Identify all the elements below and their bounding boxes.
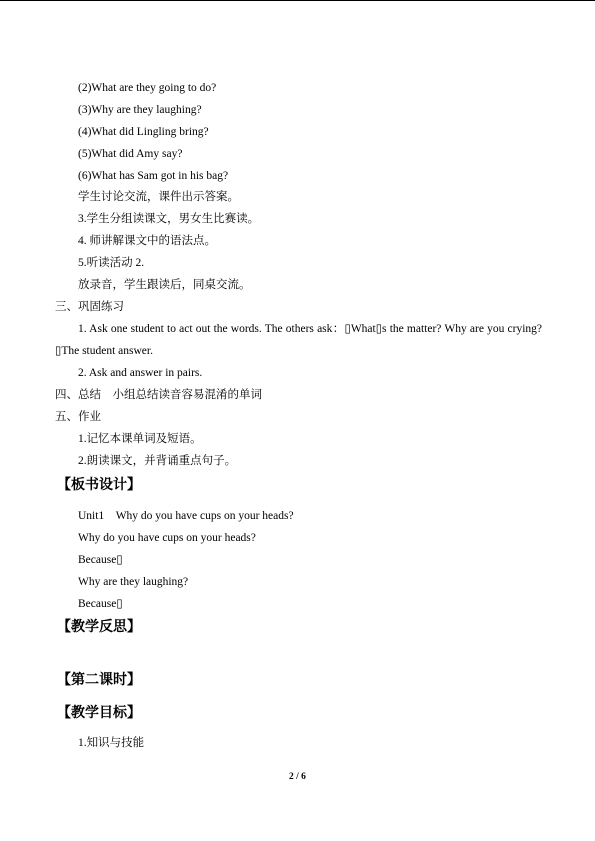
step-4: 4. 师讲解课文中的语法点。 xyxy=(78,235,216,247)
question-5: (5)What did Amy say? xyxy=(78,148,183,160)
consolidation-item-2: 2. Ask and answer in pairs. xyxy=(78,367,203,379)
objectives-item-1: 1.知识与技能 xyxy=(78,737,145,749)
discussion-text: 学生讨论交流，课件出示答案。 xyxy=(78,191,239,203)
question-4: (4)What did Lingling bring? xyxy=(78,126,209,138)
reflection-heading: 【教学反思】 xyxy=(57,619,141,635)
consolidation-title: 三、巩固练习 xyxy=(55,301,124,313)
step-5-detail: 放录音，学生跟读后，同桌交流。 xyxy=(78,279,251,291)
question-3: (3)Why are they laughing? xyxy=(78,104,202,116)
consolidation-item-1: 1. Ask one student to act out the words. The others ask：▯What▯s the matter? Why are you crying? ▯The student answer. xyxy=(55,323,542,357)
homework-item-1: 1.记忆本课单词及短语。 xyxy=(78,433,202,445)
page-number: 2 / 6 xyxy=(289,772,306,782)
question-6: (6)What has Sam got in his bag? xyxy=(78,170,229,182)
second-lesson-heading: 【第二课时】 xyxy=(57,672,141,688)
summary-title: 四、总结 小组总结读音容易混淆的单词 xyxy=(55,389,262,401)
homework-title: 五、作业 xyxy=(55,411,101,423)
homework-item-2: 2.朗读课文，并背诵重点句子。 xyxy=(78,455,237,467)
board-design-heading: 【板书设计】 xyxy=(57,477,141,493)
top-rule xyxy=(0,0,595,1)
step-5: 5.听读活动 2. xyxy=(78,257,145,269)
step-3: 3.学生分组读课文，男女生比赛读。 xyxy=(78,213,260,225)
board-line-4: Why are they laughing? xyxy=(78,576,189,588)
board-line-2: Why do you have cups on your heads? xyxy=(78,532,256,544)
question-2: (2)What are they going to do? xyxy=(78,82,217,94)
board-line-5: Because▯ xyxy=(78,598,123,610)
board-line-3: Because▯ xyxy=(78,554,123,566)
board-line-1: Unit1 Why do you have cups on your heads? xyxy=(78,510,294,522)
objectives-heading: 【教学目标】 xyxy=(57,705,141,721)
